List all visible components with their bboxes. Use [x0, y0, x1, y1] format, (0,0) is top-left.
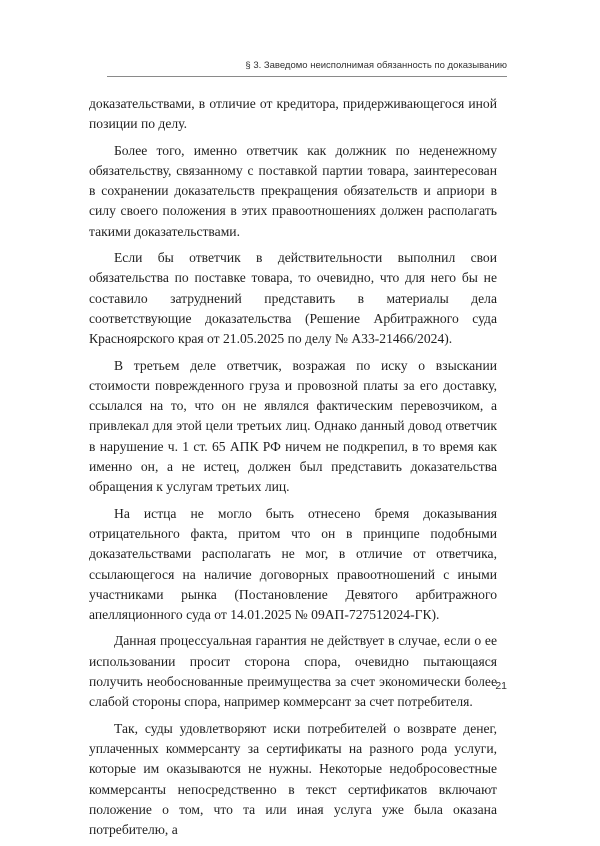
running-head: § 3. Заведомо неисполнимая обязанность по доказыванию [107, 60, 507, 77]
paragraph: Так, суды удовлетворяют иски потребителей о возврате денег, уплаченных коммерсанту за сертификаты на разного рода услуги, которые им оказываются не нужны. Некоторые недобросовестные коммерсанты непосредственно в текст сертификатов включают положение о том, что та или иная услуга уже была оказана потребителю, а [89, 720, 497, 838]
paragraph: Более того, именно ответчик как должник по неденежному обязательству, связанному с поставкой партии товара, заинтересован в сохранении доказательств прекращения обязательств и априори в силу своего положения в этих правоотношениях должен располагать такими доказательствами. [89, 142, 497, 239]
paragraph: Данная процессуальная гарантия не действует в случае, если о ее использовании просит сторона спора, очевидно пытающаяся получить необоснованные преимущества за счет экономически более слабой стороны спора, например коммерсант за счет потребителя. [89, 633, 497, 710]
paragraph: На истца не могло быть отнесено бремя доказывания отрицательного факта, притом что он в принципе подобными доказательствами располагать не мог, в отличие от ответчика, ссылающегося на наличие договорных правоотношений с иными участниками рынка (Постановление Девятого арбитражного апелляционного суда от 14.01.2025 № 09АП-727512024-ГК). [89, 505, 497, 623]
paragraph: Если бы ответчик в действительности выполнил свои обязательства по поставке товара, то очевидно, что для него бы не составило затруднений представить в материалы дела соответствующие доказательства (Решение Арбитражного суда Красноярского края от 21.05.2025 по делу № А33-21466/2024). [89, 250, 497, 347]
paragraph: В третьем деле ответчик, возражая по иску о взыскании стоимости поврежденного груза и провозной платы за его доставку, ссылался на то, что он не являлся фактическим перевозчиком, а привлекал для этой цели третьих лиц. Однако данный довод ответчик в нарушение ч. 1 ст. 65 АПК РФ ничем не подкрепил, в то время как именно он, а не истец, должен был представить доказательства обращения к услугам третьих лиц. [89, 357, 497, 495]
page-number: 21 [495, 680, 507, 692]
paragraph-continued: доказательствами, в отличие от кредитора, придерживающегося иной позиции по делу. [89, 96, 497, 132]
body-text [89, 94, 497, 846]
